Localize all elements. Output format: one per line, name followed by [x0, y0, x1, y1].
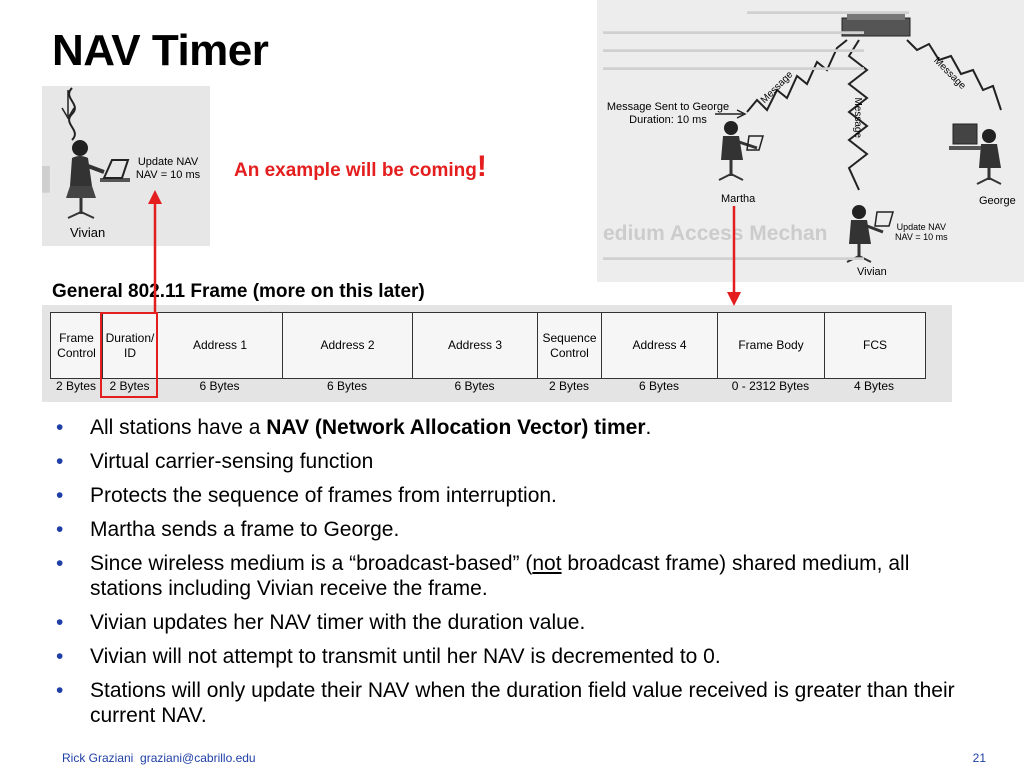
size-fcs: 4 Bytes — [853, 379, 895, 393]
frame-fields-row — [50, 312, 926, 379]
bullet-dot-icon: • — [56, 645, 64, 668]
field-sequence-control: Sequence Control — [538, 313, 602, 378]
network-figure: ▬▬▬▬▬▬▬▬▬▬▬▬▬▬▬▬▬▬ ▬▬▬▬▬▬▬▬▬▬▬▬▬▬▬▬▬▬▬▬▬▬▬▬▬▬▬▬▬ ▬▬▬▬▬▬▬▬▬▬▬▬▬▬▬▬▬▬▬▬▬▬▬▬▬▬▬▬▬ ▬▬▬▬▬▬▬▬▬▬▬▬▬▬▬▬▬▬▬▬▬▬▬▬▬▬▬▬▬ edium Access Mechan ▬▬▬▬▬▬▬▬▬▬▬▬▬▬▬▬▬▬▬▬▬▬▬▬▬▬▬▬▬ Message Sent to George Duration: 10 ms Message Message Message Martha George Vivian Update NAV NAV = 10 ms — [597, 0, 1024, 282]
field-frame-control: Frame Control — [51, 313, 103, 378]
size-frame-body: 0 - 2312 Bytes — [731, 379, 810, 393]
bullet-item: • Vivian updates her NAV timer with the duration value. — [56, 611, 586, 634]
field-address-3: Address 3 — [413, 313, 538, 378]
vivian-name: Vivian — [70, 225, 106, 240]
frame-sizes-row — [50, 379, 924, 393]
footer-email: graziani@cabrillo.edu — [140, 751, 256, 765]
size-address-1: 6 Bytes — [199, 379, 240, 393]
message-label-down: Message — [852, 97, 864, 139]
bullet-item: • All stations have a NAV (Network Allocation Vector) timer. — [56, 416, 652, 439]
footer-credit: Rick Graziani graziani@cabrillo.edu — [62, 751, 256, 765]
field-fcs: FCS — [863, 338, 887, 353]
vivian-net-update-label: Update NAV NAV = 10 ms — [895, 222, 948, 243]
bullet-dot-icon: • — [56, 679, 64, 702]
bullet-item: • Stations will only update their NAV when the duration field value received is greater than their current NAV. — [56, 679, 955, 727]
field-address-1: Address 1 — [158, 313, 283, 378]
size-address-2: 6 Bytes — [326, 379, 368, 393]
size-sequence-control: 2 Bytes — [548, 379, 590, 393]
bullet-list — [52, 415, 972, 737]
size-address-3: 6 Bytes — [454, 379, 495, 393]
vivian-net-name: Vivian — [857, 266, 887, 278]
duration-highlight-box — [100, 312, 158, 398]
field-duration-id: Duration/ ID — [103, 313, 158, 378]
size-duration-id: 2 Bytes — [109, 379, 150, 393]
message-sent-label: Message Sent to George Duration: 10 ms — [606, 101, 730, 126]
bullet-item: • Virtual carrier-sensing function — [56, 450, 374, 473]
bullet-dot-icon: • — [56, 552, 64, 575]
bullet-item: • Martha sends a frame to George. — [56, 518, 400, 541]
bullet-dot-icon: • — [56, 416, 64, 439]
bullet-item: • Vivian will not attempt to transmit until her NAV is decremented to 0. — [56, 645, 721, 668]
vivian-update-label: Update NAV NAV = 10 ms — [135, 156, 201, 181]
page-number: 21 — [972, 751, 986, 765]
slide-title: NAV Timer — [52, 26, 269, 75]
bullet-dot-icon: • — [56, 611, 64, 634]
size-address-4: 6 Bytes — [638, 379, 680, 393]
frame-heading: General 802.11 Frame (more on this later) — [52, 281, 425, 302]
martha-name: Martha — [721, 193, 756, 205]
field-address-2: Address 2 — [283, 313, 413, 378]
vivian-figure: ▌ Update NAV NAV = 10 ms Vivian — [42, 86, 210, 246]
example-callout: An example will be coming! — [234, 150, 487, 183]
size-frame-control: 2 Bytes — [55, 379, 97, 393]
george-name: George — [979, 195, 1016, 207]
bullet-dot-icon: • — [56, 518, 64, 541]
field-address-4: Address 4 — [602, 313, 718, 378]
message-label-left: Message — [758, 69, 796, 106]
bullet-item: • Protects the sequence of frames from interruption. — [56, 484, 557, 507]
bullet-item: • Since wireless medium is a “broadcast-based” (not broadcast frame) shared medium, all stations including Vivian receive the frame. — [56, 552, 910, 600]
bullet-dot-icon: • — [56, 484, 64, 507]
message-label-right: Message — [931, 55, 968, 92]
frame-diagram — [42, 305, 952, 402]
bullet-dot-icon: • — [56, 450, 64, 473]
field-frame-body: Frame Body — [718, 313, 825, 378]
